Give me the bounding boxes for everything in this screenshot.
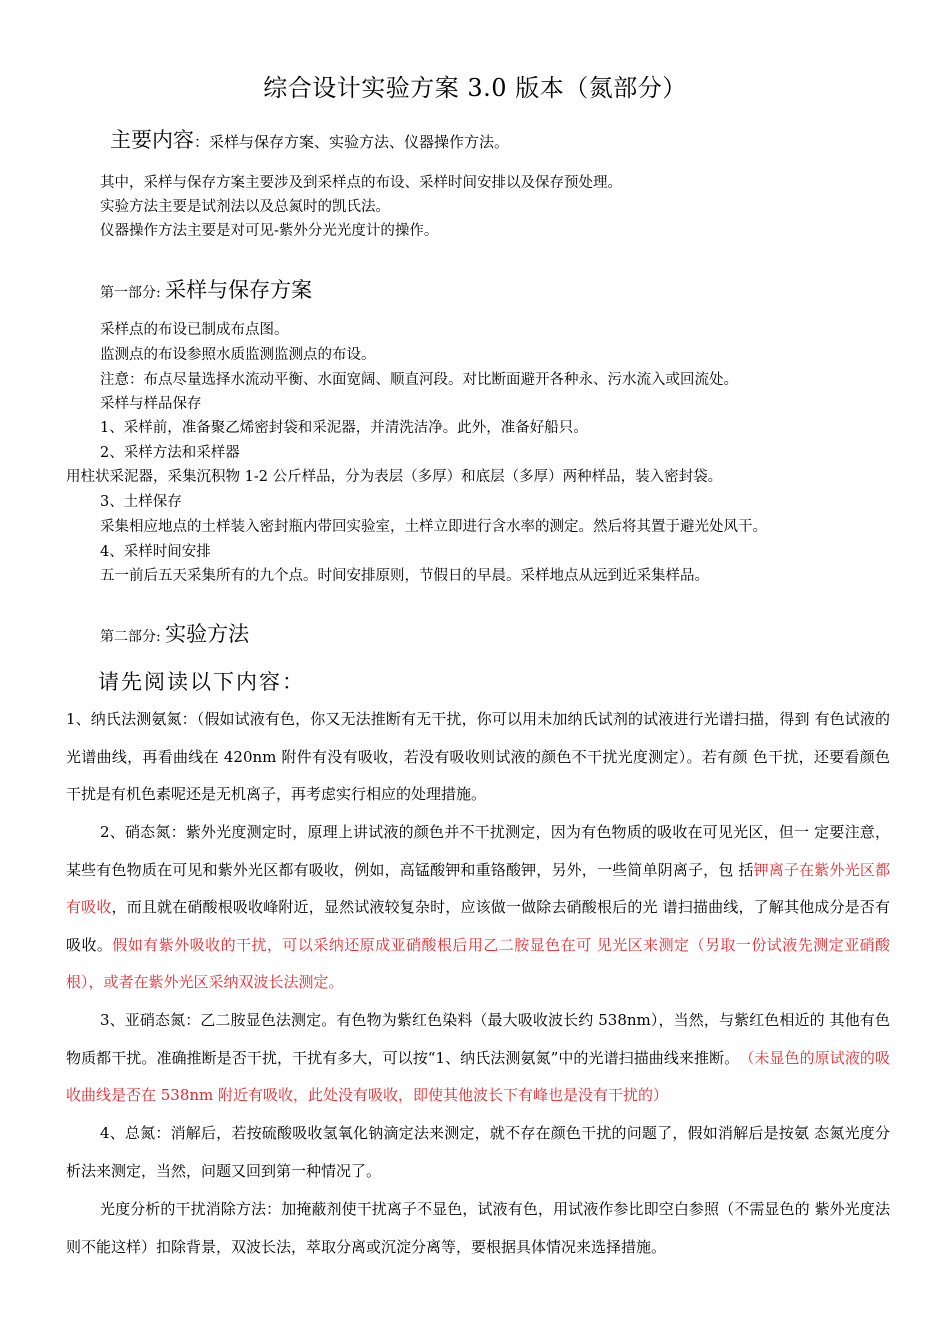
part1-heading — [100, 274, 312, 304]
part1-title: 采样与保存方案 — [165, 278, 313, 302]
part2-prefix: 第二部分: — [100, 629, 161, 645]
paragraph-ammonia: 1、纳氏法测氨氮：（假如试液有色，你又无法推断有无干扰，你可以用未加纳氏试剂的试液进行光谱扫描，得到 有色试液的光谱曲线，再看曲线在 420nm 附件有没有吸收，若没有吸收则试液的颜色不干扰光度测定）。若有颜 色干扰，还要看颜色干扰是有机色素呢还是无机离子，再考虑实行相应的处理措施。 — [66, 710, 890, 803]
part1-line: 1、采样前，准备聚乙烯密封袋和采泥器，并清洗洁净。此外，准备好船只。 — [100, 420, 588, 436]
part1-line: 3、土样保存 — [100, 494, 182, 510]
nitrate-text-b: ，而且就在硝酸根吸收峰附近，显然试液较复杂时，应该做一做除去硝酸根后的光 谱扫描曲线，了解其他成分是否有吸收。 — [66, 898, 890, 954]
part2-title: 实验方法 — [165, 622, 250, 646]
part1-prefix: 第一部分: — [100, 285, 161, 301]
nitrite-text: 3、亚硝态氮：乙二胺显色法测定。有色物为紫红色染料（最大吸收波长约 538nm），当然，与紫红色相近的 其他有色物质都干扰。准确推断是否干扰，干扰有多大，可以按“1、纳氏法测氨氮”中的光谱扫描曲线来推断。 — [66, 1011, 890, 1067]
intro-line-3: 仪器操作方法主要是对可见-紫外分光光度计的操作。 — [100, 223, 439, 239]
nitrate-text-a: 2、硝态氮：紫外光度测定时，原理上讲试液的颜色并不干扰测定，因为有色物质的吸收在可见光区，但一 定要注意，某些有色物质在可见和紫外光区都有吸收，例如，高锰酸钾和重铬酸钾，另外，一些简单阴离子，包 括 — [66, 823, 890, 879]
paragraph-total-nitrogen: 4、总氮：消解后，若按硫酸吸收氢氧化钠滴定法来测定，就不存在颜色干扰的问题了，假如消解后是按氨 态氮光度分析法来测定，当然，问题又回到第一种情况了。 — [66, 1124, 890, 1180]
paragraph-nitrite — [66, 1002, 890, 1115]
document-title: 综合设计实验方案 3.0 版本（氮部分） — [263, 74, 687, 102]
main-content-text: ：采样与保存方案、实验方法、仪器操作方法。 — [194, 133, 510, 151]
part2-heading — [100, 618, 249, 648]
intro-line-1: 其中，采样与保存方案主要涉及到采样点的布设、采样时间安排以及保存预处理。 — [100, 175, 622, 191]
part1-line: 采样与样品保存 — [100, 396, 202, 412]
part1-line: 4、采样时间安排 — [100, 544, 211, 560]
part1-line: 采集相应地点的土样装入密封瓶内带回实验室，土样立即进行含水率的测定。然后将其置于避光处风干。 — [100, 519, 767, 535]
nitrate-highlight-1: 钾离子在紫外光区都有吸收 — [66, 860, 890, 916]
nitrate-highlight-2: 假如有紫外吸收的干扰，可以采纳还原成亚硝酸根后用乙二胺显色在可 见光区来测定（另取一份试液先测定亚硝酸根），或者在紫外光区采纳双波长法测定。 — [66, 935, 890, 991]
intro-line-2: 实验方法主要是试剂法以及总氮时的凯氏法。 — [100, 199, 390, 215]
part1-line: 五一前后五天采集所有的九个点。时间安排原则，节假日的早晨。采样地点从远到近采集样品。 — [100, 568, 709, 584]
part1-line: 注意：布点尽量选择水流动平衡、水面宽阔、顺直河段。对比断面避开各种永、污水流入或回流处。 — [100, 372, 738, 388]
part1-line: 2、采样方法和采样器 — [100, 445, 240, 461]
main-content-summary — [110, 124, 509, 154]
paragraph-nitrate — [66, 814, 890, 1002]
part1-line: 采样点的布设已制成布点图。 — [100, 322, 289, 338]
part1-line: 用柱状采泥器，采集沉积物 1-2 公斤样品，分为表层（多厚）和底层（多厚）两种样品，装入密封袋。 — [66, 469, 723, 485]
read-first-heading: 请先阅读以下内容： — [98, 670, 305, 694]
paragraph-interference-removal: 光度分析的干扰消除方法：加掩蔽剂使干扰离子不显色，试液有色，用试液作参比即空白参照（不需显色的 紫外光度法则不能这样）扣除背景，双波长法，萃取分离或沉淀分离等，要根据具体情况来选择措施。 — [66, 1200, 890, 1256]
nitrite-highlight: （未显色的原试液的吸收曲线是否在 538nm 附近有吸收，此处没有吸收，即使其他波长下有峰也是没有干扰的） — [66, 1048, 890, 1104]
main-content-label: 主要内容 — [110, 128, 194, 152]
part1-line: 监测点的布设参照水质监测监测点的布设。 — [100, 347, 376, 363]
